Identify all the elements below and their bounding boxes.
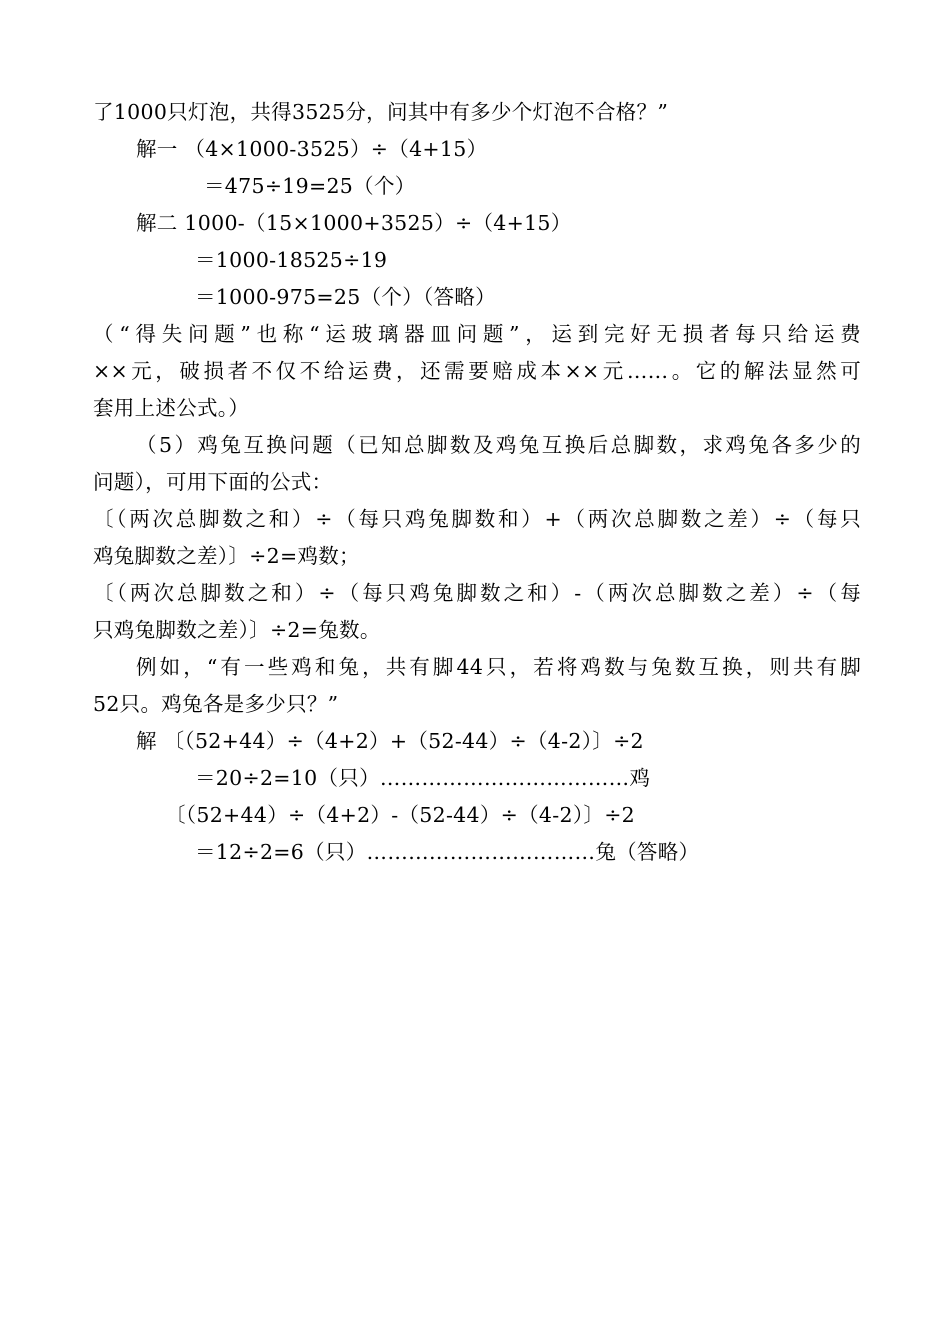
solution-rabbit-line: 〔（52+44）÷（4+2）-（52-44）÷（4-2）〕÷2 xyxy=(165,803,636,827)
solution-chicken-result: ＝20÷2=10（只）………………………………鸡 xyxy=(195,766,651,790)
text-line: 套用上述公式。） xyxy=(93,396,250,420)
solution-two-line: 解二 1000-（15×1000+3525）÷（4+15） xyxy=(136,211,572,235)
example-line-cont: 52只。鸡兔各是多少只？” xyxy=(93,692,339,716)
text-line: 了1000只灯泡，共得3525分，问其中有多少个灯泡不合格？” xyxy=(93,100,669,124)
formula-rabbit-cont: 只鸡兔脚数之差）〕÷2=兔数。 xyxy=(93,618,381,642)
formula-chicken: 〔（两次总脚数之和）÷（每只鸡兔脚数和）+（两次总脚数之差）÷（每只 xyxy=(93,507,861,531)
example-line: 例如，“有一些鸡和兔，共有脚44只，若将鸡数与兔数互换，则共有脚 xyxy=(136,655,861,679)
solution-two-step: ＝1000-18525÷19 xyxy=(195,248,388,272)
text-line: ××元，破损者不仅不给运费，还需要赔成本××元……。它的解法显然可 xyxy=(93,359,861,383)
solution-one-line: 解一 （4×1000-3525）÷（4+15） xyxy=(136,137,488,161)
formula-rabbit: 〔（两次总脚数之和）÷（每只鸡兔脚数之和）-（两次总脚数之差）÷（每 xyxy=(93,581,861,605)
section-heading: （5）鸡兔互换问题（已知总脚数及鸡兔互换后总脚数，求鸡兔各多少的 xyxy=(136,433,861,457)
text-line: 问题），可用下面的公式： xyxy=(93,470,333,494)
formula-chicken-cont: 鸡兔脚数之差）〕÷2=鸡数； xyxy=(93,544,360,568)
solution-rabbit-result: ＝12÷2=6（只）……………………………兔（答略） xyxy=(195,840,700,864)
solution-one-result: ＝475÷19=25（个） xyxy=(204,174,416,198)
solution-two-result: ＝1000-975=25（个）（答略） xyxy=(195,285,496,309)
text-line: （“得失问题”也称“运玻璃器皿问题”，运到完好无损者每只给运费 xyxy=(93,322,861,346)
solution-chicken-line: 解 〔（52+44）÷（4+2）+（52-44）÷（4-2）〕÷2 xyxy=(136,729,644,753)
